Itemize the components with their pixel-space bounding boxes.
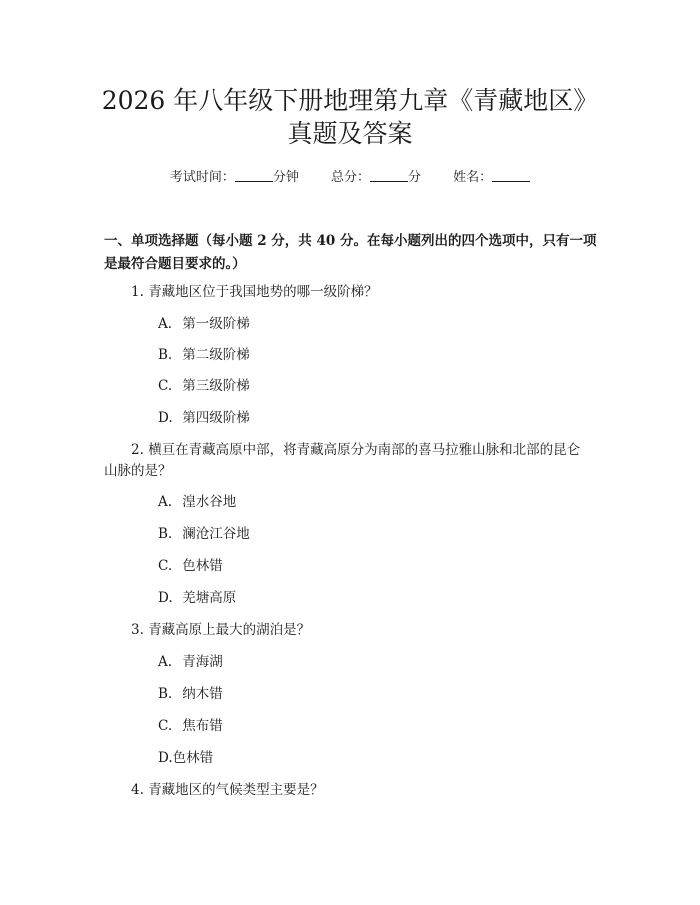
total-score-label: 总分： <box>330 170 370 185</box>
question-text: 青藏地区位于我国地势的哪一级阶梯？ <box>148 284 378 300</box>
option-text: 焦布错 <box>182 718 223 734</box>
q1-option-c <box>158 376 250 396</box>
question-2 <box>131 440 580 460</box>
q2-option-c <box>158 556 223 576</box>
student-name-field <box>453 170 530 185</box>
exam-info <box>0 168 700 188</box>
question-number: 1. <box>131 284 144 300</box>
q3-option-c <box>158 716 223 736</box>
question-number: 3. <box>131 622 144 638</box>
question-number: 4. <box>131 782 144 798</box>
total-score-blank <box>370 169 408 182</box>
exam-time-blank <box>235 169 273 182</box>
q2-option-b <box>158 524 250 544</box>
section-heading-cont: 是最符合题目要求的。） <box>104 256 246 272</box>
document-title: 2026 年八年级下册地理第九章《青藏地区》 <box>101 86 599 115</box>
exam-time-label: 考试时间： <box>169 170 235 185</box>
q2-option-d <box>158 588 236 608</box>
option-text: 青海湖 <box>182 654 223 670</box>
q1-option-a <box>158 314 250 334</box>
total-score-field <box>331 170 421 185</box>
option-text: 色林错 <box>182 558 223 574</box>
option-text: 纳木错 <box>182 686 223 702</box>
exam-time-field <box>170 170 299 185</box>
question-text: 横亘在青藏高原中部，将青藏高原分为南部的喜马拉雅山脉和北部的昆仑 <box>148 442 581 458</box>
question-text: 青藏高原上最大的湖泊是？ <box>148 622 311 638</box>
student-name-label: 姓名： <box>453 170 493 185</box>
q2-option-a <box>158 492 236 512</box>
option-text: 第三级阶梯 <box>182 378 250 394</box>
question-4 <box>131 780 324 800</box>
document-title-line2: 真题及答案 <box>287 119 413 148</box>
option-label: A. <box>158 654 173 670</box>
exam-time-unit: 分钟 <box>272 170 299 185</box>
option-label: D. <box>158 410 173 426</box>
option-text: 第四级阶梯 <box>182 410 250 426</box>
option-text: 色林错 <box>172 750 214 766</box>
option-text: 第二级阶梯 <box>182 347 250 363</box>
question-3 <box>131 620 310 640</box>
option-text: 羌塘高原 <box>182 590 237 606</box>
option-text: 澜沧江谷地 <box>182 526 250 542</box>
total-score-unit: 分 <box>408 170 422 185</box>
option-label: D. <box>158 590 173 606</box>
question-text: 青藏地区的气候类型主要是？ <box>148 782 324 798</box>
q3-option-d <box>158 748 213 768</box>
option-label: C. <box>158 558 173 574</box>
option-text: 湟水谷地 <box>182 494 237 510</box>
q3-option-b <box>158 684 223 704</box>
question-1 <box>131 282 378 302</box>
option-label: C. <box>158 378 173 394</box>
question-2-cont: 山脉的是？ <box>104 463 172 479</box>
section-heading: 一、单项选择题（每小题 2 分，共 40 分。在每小题列出的四个选项中，只有一项 <box>104 233 597 249</box>
option-label: B. <box>158 347 173 363</box>
question-number: 2. <box>131 442 144 458</box>
option-label: A. <box>158 316 173 332</box>
option-label: B. <box>158 526 173 542</box>
option-label: D. <box>158 750 173 766</box>
option-text: 第一级阶梯 <box>182 316 250 332</box>
q1-option-b <box>158 345 250 365</box>
option-label: C. <box>158 718 173 734</box>
q3-option-a <box>158 652 223 672</box>
q1-option-d <box>158 408 250 428</box>
option-label: B. <box>158 686 173 702</box>
student-name-blank <box>492 169 530 182</box>
option-label: A. <box>158 494 173 510</box>
